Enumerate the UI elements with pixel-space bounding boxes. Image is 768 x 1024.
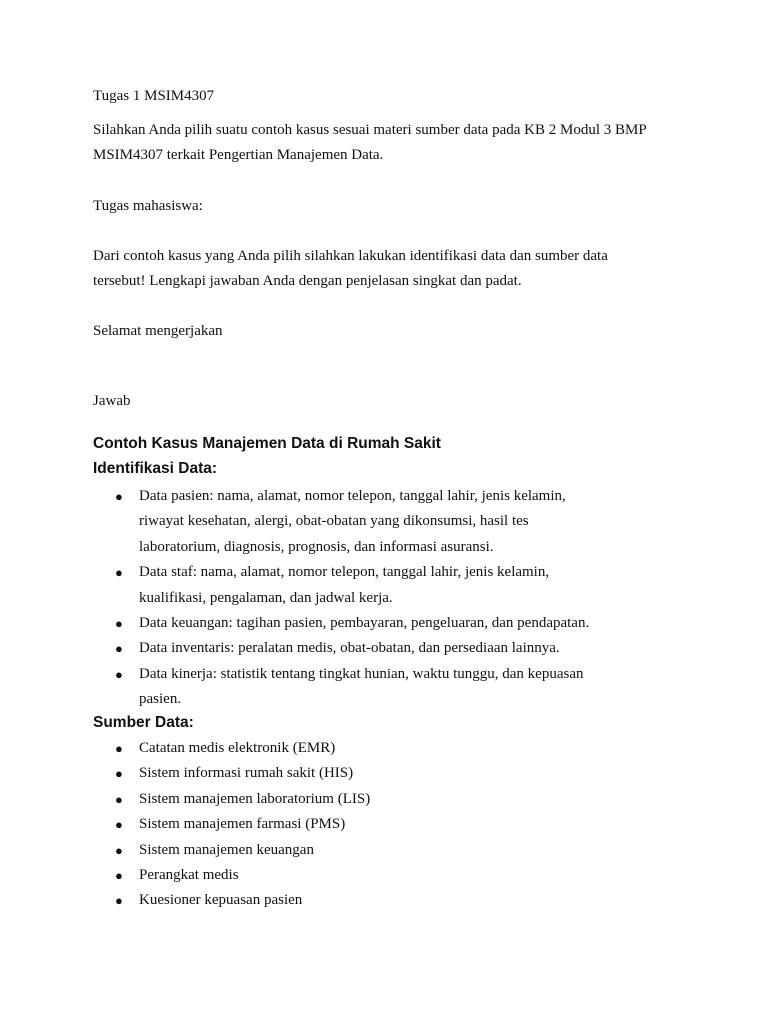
list-item [93, 736, 370, 761]
list-item [93, 812, 370, 837]
intro-line-1: Silahkan Anda pilih suatu contoh kasus sesuai materi sumber data pada KB 2 Modul 3 BMP [93, 122, 647, 138]
list-item [93, 838, 370, 863]
bullet-icon: ● [115, 817, 123, 833]
bullet-icon: ● [115, 868, 123, 884]
list-item-text: riwayat kesehatan, alergi, obat-obatan yang dikonsumsi, hasil tes [139, 513, 529, 530]
list-item-text: Data inventaris: peralatan medis, obat-obatan, dan persediaan lainnya. [139, 640, 560, 657]
list-item-text: Catatan medis elektronik (EMR) [139, 740, 336, 756]
list-item [93, 662, 589, 713]
bullet-icon: ● [115, 565, 123, 581]
bullet-icon: ● [115, 791, 123, 807]
bullet-icon: ● [115, 666, 123, 682]
sources-list [93, 736, 370, 914]
list-item [93, 787, 370, 812]
intro-line-2: MSIM4307 terkait Pengertian Manajemen Data. [93, 147, 384, 163]
list-item [93, 560, 589, 611]
list-item [93, 636, 589, 661]
document-title: Tugas 1 MSIM4307 [93, 88, 215, 104]
bullet-icon: ● [115, 741, 123, 756]
list-item-text: Data staf: nama, alamat, nomor telepon, tanggal lahir, jenis kelamin, [139, 564, 550, 581]
answer-label: Jawab [93, 393, 131, 409]
task-line-1: Dari contoh kasus yang Anda pilih silahkan lakukan identifikasi data dan sumber data [93, 248, 608, 264]
task-line-2: tersebut! Lengkapi jawaban Anda dengan penjelasan singkat dan padat. [93, 273, 522, 289]
sources-heading: Sumber Data: [93, 714, 194, 731]
bullet-icon: ● [115, 842, 123, 858]
list-item [93, 761, 370, 786]
bullet-icon: ● [115, 893, 123, 909]
task-label: Tugas mahasiswa: [93, 198, 203, 214]
list-item-text: Data kinerja: statistik tentang tingkat hunian, waktu tunggu, dan kepuasan [139, 665, 584, 682]
list-item-text: laboratorium, diagnosis, prognosis, dan informasi asuransi. [139, 538, 494, 555]
bullet-icon: ● [115, 641, 123, 657]
list-item-text: Perangkat medis [139, 867, 239, 884]
list-item-text: Sistem manajemen farmasi (PMS) [139, 816, 346, 833]
list-item-text: Data keuangan: tagihan pasien, pembayaran, pengeluaran, dan pendapatan. [139, 615, 590, 632]
list-item [93, 611, 589, 636]
case-title: Contoh Kasus Manajemen Data di Rumah Sakit [93, 435, 441, 452]
list-item-text: Sistem informasi rumah sakit (HIS) [139, 765, 354, 782]
bullet-icon: ● [115, 489, 123, 504]
list-item-text: pasien. [139, 691, 182, 708]
closing-text: Selamat mengerjakan [93, 323, 223, 339]
list-item-text: Sistem manajemen laboratorium (LIS) [139, 790, 371, 807]
list-item-text: kualifikasi, pengalaman, dan jadwal kerja. [139, 589, 393, 606]
list-item-text: Sistem manajemen keuangan [139, 841, 314, 858]
list-item-text: Data pasien: nama, alamat, nomor telepon, tanggal lahir, jenis kelamin, [139, 488, 566, 504]
list-item-text: Kuesioner kepuasan pasien [139, 892, 303, 909]
bullet-icon: ● [115, 766, 123, 782]
identification-list [93, 484, 589, 713]
identification-heading: Identifikasi Data: [93, 460, 218, 477]
bullet-icon: ● [115, 616, 123, 632]
list-item [93, 484, 589, 560]
list-item [93, 863, 370, 888]
list-item [93, 888, 370, 913]
